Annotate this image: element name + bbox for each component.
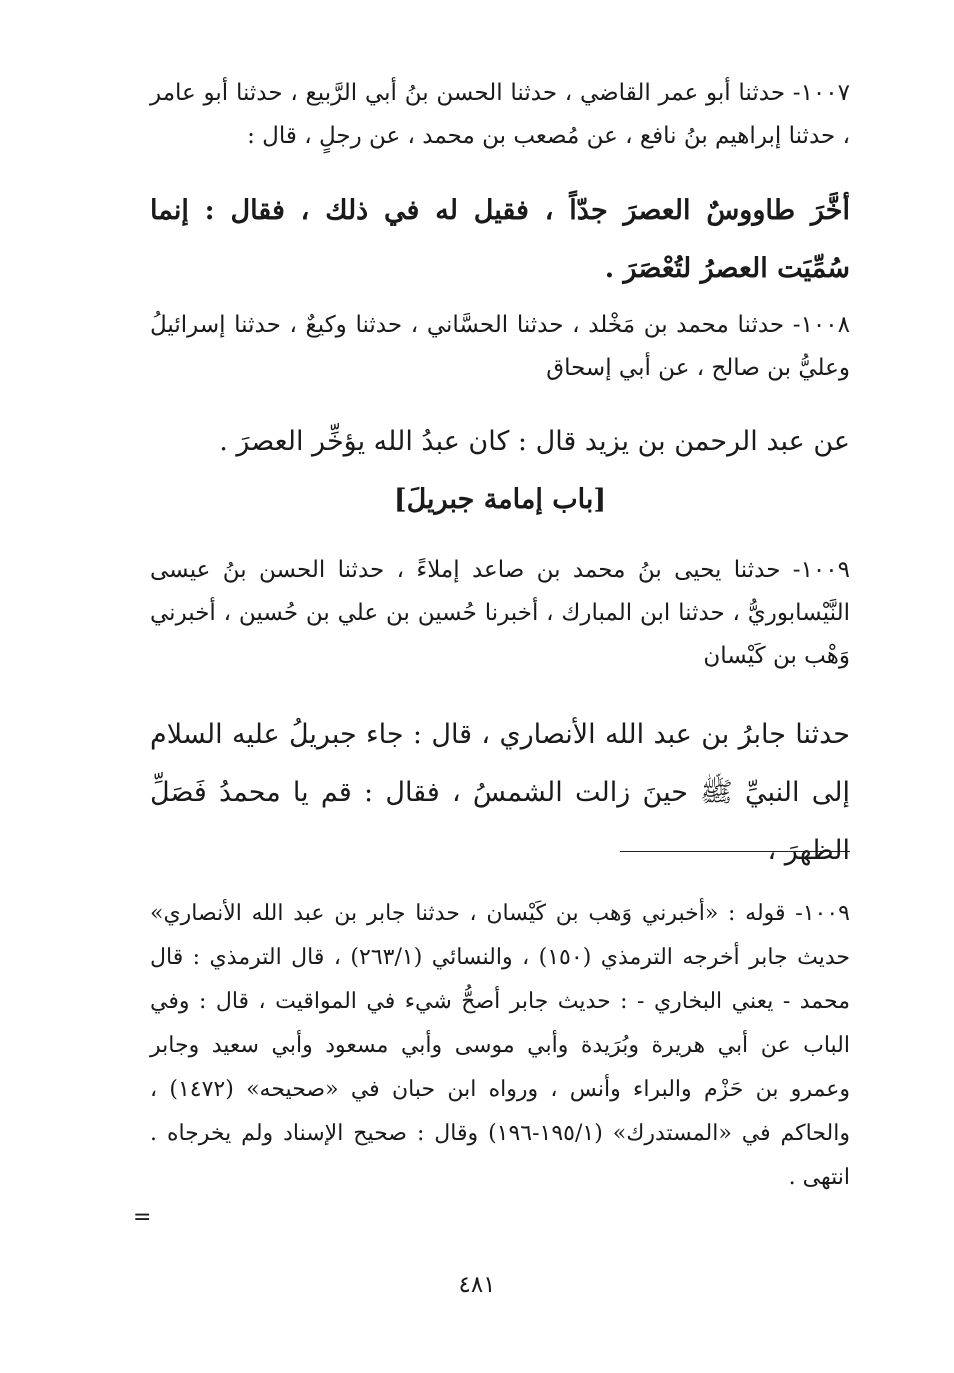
chapter-heading: [باب إمامة جبريلَ] bbox=[393, 484, 607, 515]
hadith-1007-isnad: ١٠٠٧- حدثنا أبو عمر القاضي ، حدثنا الحسن بنُ أبي الرَّبيع ، حدثنا أبو عامر ، حدثنا إبراهيم بنُ نافع ، عن مُصعب بن محمد ، عن رجلٍ ، قال : bbox=[150, 80, 850, 149]
hadith-1009-isnad: ١٠٠٩- حدثنا يحيى بنُ محمد بن صاعد إملاءً ، حدثنا الحسن بنُ عيسى النَّيْسابوريُّ ، حدثنا ابن المبارك ، أخبرنا حُسين بن علي بن حُسين ، أخبرني وَهْب بن كَيْسان bbox=[150, 557, 850, 669]
page-body bbox=[150, 0, 850, 1373]
footnote-1009: ١٠٠٩- قوله : «أخبرني وَهب بن كَيْسان ، حدثنا جابر بن عبد الله الأنصاري» حديث جابر أخرجه الترمذي (١٥٠) ، والنسائي (٢٦٣/١) ، قال الترمذي : قال محمد - يعني البخاري - : حديث جابر أصحُّ شيء في المواقيت ، قال : وفي الباب عن أبي هريرة وبُرَيدة وأبي موسى وأبي مسعود وأبي سعيد وجابر وعمرو بن حَزْم والبراء وأنس ، ورواه ابن حبان في «صحيحه» (١٤٧٢) ، والحاكم في «المستدرك» (١٩٥/١-١٩٦) وقال : صحيح الإسناد ولم يخرجاه . انتهى . bbox=[150, 901, 850, 1190]
hadith-1008-isnad: ١٠٠٨- حدثنا محمد بن مَخْلد ، حدثنا الحسَّاني ، حدثنا وكيعٌ ، حدثنا إسرائيلُ وعليُّ بن صالح ، عن أبي إسحاق bbox=[150, 312, 850, 381]
hadith-1009-matn: حدثنا جابرُ بن عبد الله الأنصاري ، قال : جاء جبريلُ عليه السلام إلى النبيِّ ﷺ حينَ زالت الشمسُ ، فقال : قم يا محمدُ فَصَلِّ الظهرَ ، bbox=[150, 719, 850, 866]
continuation-mark: = bbox=[133, 1205, 152, 1230]
hadith-1008-matn: عن عبد الرحمن بن يزيد قال : كان عبدُ الله يؤخِّر العصرَ . bbox=[219, 426, 850, 457]
hadith-1007-matn: أخَّرَ طاووسٌ العصرَ جدّاً ، فقيل له في ذلك ، فقال : إنما سُمِّيَت العصرُ لتُعْصَرَ . bbox=[150, 195, 850, 284]
footnote-separator bbox=[620, 851, 850, 852]
page-number: ٤٨١ bbox=[458, 1272, 496, 1298]
